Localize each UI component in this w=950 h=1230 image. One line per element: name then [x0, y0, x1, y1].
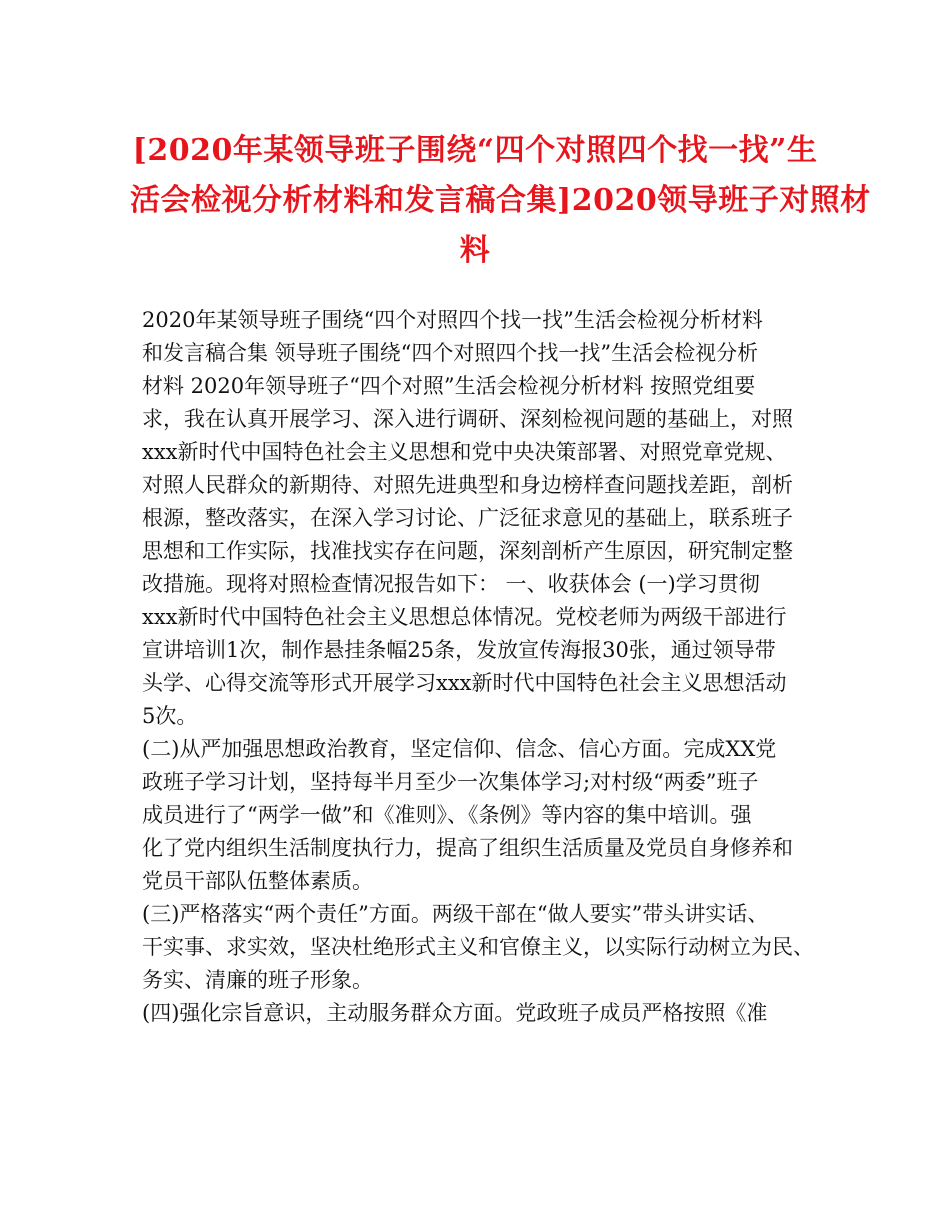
body-line: 改措施。现将对照检查情况报告如下： 一、收获体会 (一)学习贯彻: [142, 572, 760, 596]
title-line: 料: [459, 233, 491, 268]
body-line: 成员进行了“两学一做”和《准则》、《条例》等内容的集中培训。强: [142, 803, 752, 827]
body-line: 5次。: [142, 704, 198, 728]
document-title: [130, 126, 871, 276]
body-line: 对照人民群众的新期待、对照先进典型和身边榜样查问题找差距，剖析: [142, 473, 793, 497]
body-line: 化了党内组织生活制度执行力，提高了组织生活质量及党员自身修养和: [142, 836, 793, 860]
body-line: 头学、心得交流等形式开展学习xxx新时代中国特色社会主义思想活动: [142, 671, 787, 695]
body-line: 政班子学习计划，坚持每半月至少一次集体学习;对村级“两委”班子: [142, 770, 759, 794]
body-line: 求，我在认真开展学习、深入进行调研、深刻检视问题的基础上，对照: [142, 407, 793, 431]
title-line: [2020年某领导班子围绕“四个对照四个找一找”生: [132, 133, 818, 168]
body-line: 宣讲培训1次，制作悬挂条幅25条，发放宣传海报30张，通过领导带: [142, 638, 776, 662]
body-line: (四)强化宗旨意识，主动服务群众方面。党政班子成员严格按照《准: [142, 1001, 768, 1025]
body-line: 党员干部队伍整体素质。: [142, 869, 373, 893]
body-line: xxx新时代中国特色社会主义思想和党中央决策部署、对照党章党规、: [142, 440, 787, 464]
body-line: 务实、清廉的班子形象。: [142, 968, 373, 992]
body-line: 思想和工作实际，找准找实存在问题，深刻剖析产生原因，研究制定整: [142, 539, 793, 563]
body-line: 材料 2020年领导班子“四个对照”生活会检视分析材料 按照党组要: [142, 374, 756, 398]
body-line: 和发言稿合集 领导班子围绕“四个对照四个找一找”生活会检视分析: [142, 341, 759, 365]
body-line: 2020年某领导班子围绕“四个对照四个找一找”生活会检视分析材料: [142, 308, 763, 332]
body-line: (三)严格落实“两个责任”方面。两级干部在“做人要实”带头讲实话、: [142, 902, 769, 926]
title-line: 活会检视分析材料和发言稿合集]2020领导班子对照材: [130, 183, 871, 218]
body-line: xxx新时代中国特色社会主义思想总体情况。党校老师为两级干部进行: [142, 605, 787, 629]
body-line: (二)从严加强思想政治教育，坚定信仰、信念、信心方面。完成XX党: [142, 737, 777, 761]
document-body: [142, 304, 832, 1030]
body-line: 干实事、求实效，坚决杜绝形式主义和官僚主义，以实际行动树立为民、: [142, 935, 814, 959]
body-line: 根源，整改落实，在深入学习讨论、广泛征求意见的基础上，联系班子: [142, 506, 793, 530]
